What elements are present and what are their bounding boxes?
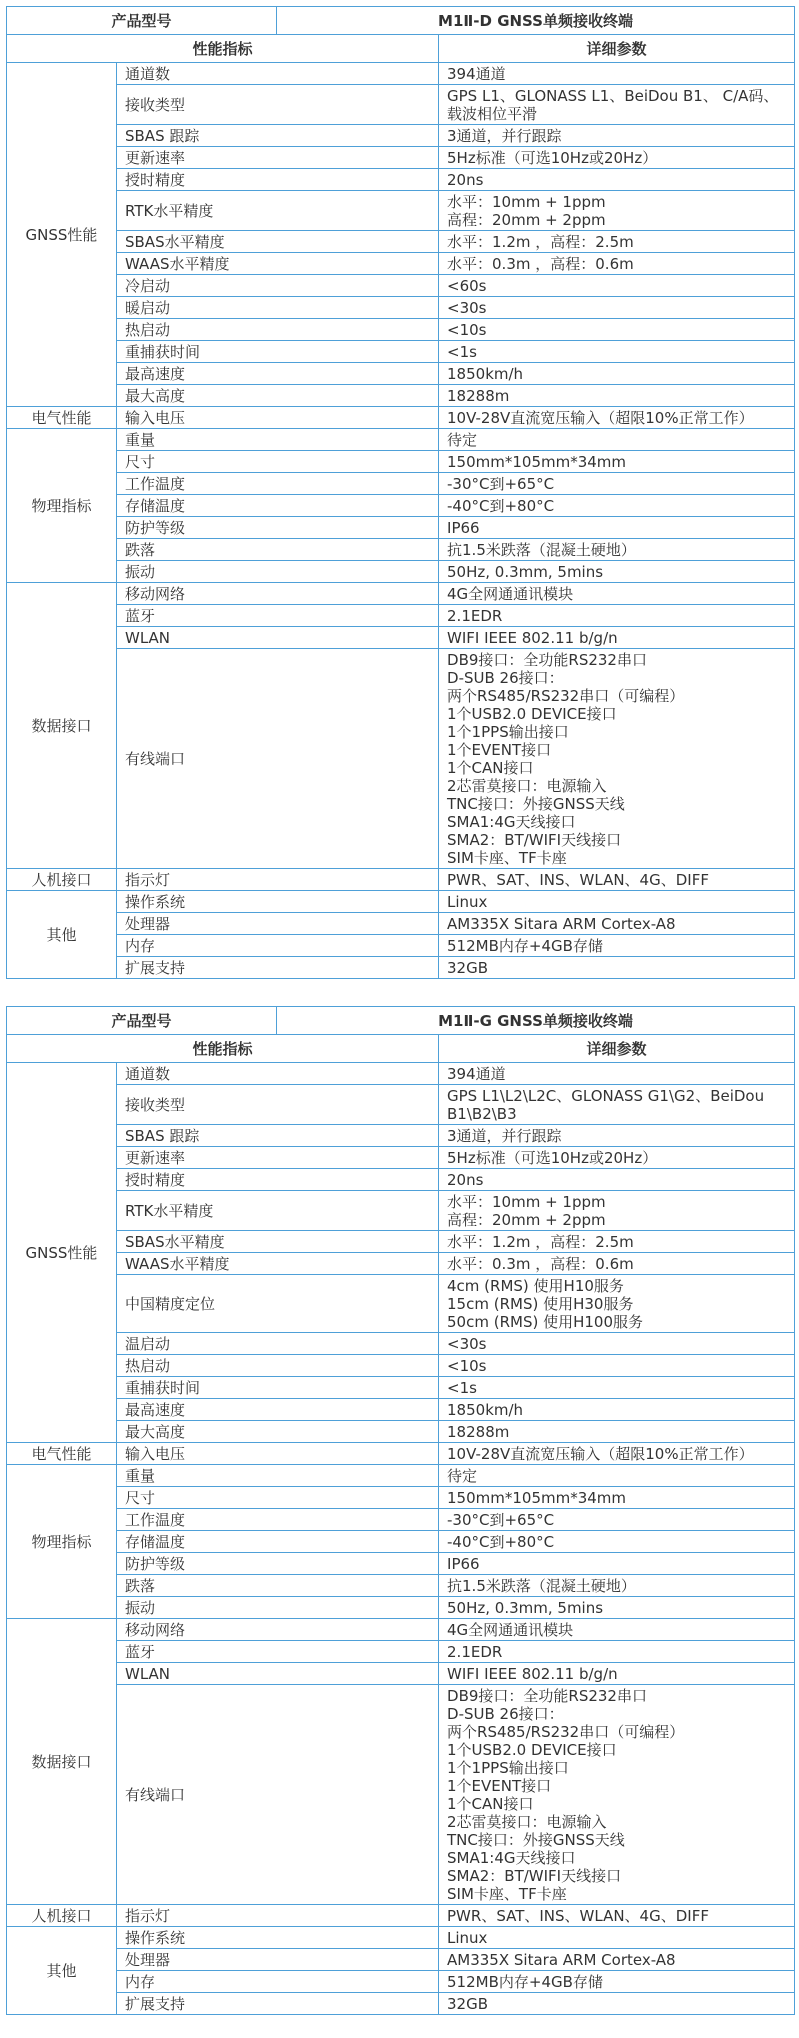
spec-item: 热启动 [117, 319, 439, 341]
table-row [7, 495, 795, 517]
table-row [7, 1169, 795, 1191]
spec-item: 中国精度定位 [117, 1275, 439, 1333]
spec-value: 5Hz标准（可选10Hz或20Hz） [439, 1147, 795, 1169]
category-cell: 其他 [7, 1927, 117, 2015]
spec-value: GPS L1\L2\L2C、GLONASS G1\G2、BeiDou B1\B2\B3 [439, 1085, 795, 1125]
spec-value: 18288m [439, 1421, 795, 1443]
spec-item: 指示灯 [117, 869, 439, 891]
spec-item: 重捕获时间 [117, 341, 439, 363]
table-row [7, 957, 795, 979]
spec-value: 32GB [439, 1993, 795, 2015]
spec-item: 重量 [117, 1465, 439, 1487]
spec-value: 150mm*105mm*34mm [439, 451, 795, 473]
spec-item: SBAS 跟踪 [117, 1125, 439, 1147]
table-row [7, 85, 795, 125]
table-row [7, 583, 795, 605]
spec-item: 蓝牙 [117, 1641, 439, 1663]
spec-item: 移动网络 [117, 1619, 439, 1641]
spec-value: 待定 [439, 429, 795, 451]
spec-table-m1ii-g [6, 1006, 795, 2015]
table-row [7, 191, 795, 231]
table-row [7, 1993, 795, 2015]
table-row [7, 891, 795, 913]
table-row [7, 1421, 795, 1443]
table-row [7, 1531, 795, 1553]
spec-item: 防护等级 [117, 1553, 439, 1575]
table-row [7, 1553, 795, 1575]
spec-value: 1850km/h [439, 363, 795, 385]
table-row [7, 1685, 795, 1905]
table-row [7, 253, 795, 275]
product-name: M1Ⅱ-G GNSS单频接收终端 [277, 1007, 795, 1035]
spec-item: 工作温度 [117, 473, 439, 495]
table-row [7, 275, 795, 297]
column-header-detail: 详细参数 [439, 1035, 795, 1063]
spec-value: <30s [439, 1333, 795, 1355]
category-cell: 电气性能 [7, 407, 117, 429]
spec-value: 水平：10mm + 1ppm 高程：20mm + 2ppm [439, 1191, 795, 1231]
spec-item: 输入电压 [117, 407, 439, 429]
spec-item: 振动 [117, 561, 439, 583]
category-cell: 物理指标 [7, 429, 117, 583]
table-row [7, 147, 795, 169]
table-row [7, 1063, 795, 1085]
table-row [7, 1597, 795, 1619]
spec-value: <1s [439, 341, 795, 363]
product-row [7, 7, 795, 35]
spec-value: 待定 [439, 1465, 795, 1487]
spec-value: 50Hz, 0.3mm, 5mins [439, 561, 795, 583]
spec-item: WLAN [117, 1663, 439, 1685]
table-row [7, 297, 795, 319]
table-row [7, 63, 795, 85]
spec-item: RTK水平精度 [117, 1191, 439, 1231]
spec-item: 最大高度 [117, 1421, 439, 1443]
spec-value: 3通道，并行跟踪 [439, 125, 795, 147]
table-row [7, 1443, 795, 1465]
table-row [7, 517, 795, 539]
table-row [7, 385, 795, 407]
table-row [7, 1231, 795, 1253]
column-header-row [7, 35, 795, 63]
spec-item: 处理器 [117, 913, 439, 935]
spec-value: 1850km/h [439, 1399, 795, 1421]
spec-value: 抗1.5米跌落（混凝土硬地） [439, 1575, 795, 1597]
table-row [7, 1509, 795, 1531]
spec-item: 跌落 [117, 1575, 439, 1597]
spec-item: 接收类型 [117, 1085, 439, 1125]
table-row [7, 231, 795, 253]
table-row [7, 363, 795, 385]
spec-value: 10V-28V直流宽压输入（超限10%正常工作） [439, 1443, 795, 1465]
table-row [7, 1125, 795, 1147]
table-row [7, 1191, 795, 1231]
spec-item: 尺寸 [117, 451, 439, 473]
spec-value: 18288m [439, 385, 795, 407]
spec-item: 内存 [117, 1971, 439, 1993]
spec-value: PWR、SAT、INS、WLAN、4G、DIFF [439, 1905, 795, 1927]
spec-item: 最大高度 [117, 385, 439, 407]
spec-item: 有线端口 [117, 649, 439, 869]
spec-item: 扩展支持 [117, 957, 439, 979]
spec-item: 通道数 [117, 1063, 439, 1085]
table-row [7, 1619, 795, 1641]
table-row [7, 1971, 795, 1993]
table-row [7, 913, 795, 935]
table-row [7, 1927, 795, 1949]
spec-item: 振动 [117, 1597, 439, 1619]
category-cell: GNSS性能 [7, 1063, 117, 1443]
spec-item: WLAN [117, 627, 439, 649]
table-row [7, 1663, 795, 1685]
table-row [7, 1333, 795, 1355]
spec-value: 抗1.5米跌落（混凝土硬地） [439, 539, 795, 561]
category-cell: 人机接口 [7, 1905, 117, 1927]
table-row [7, 1399, 795, 1421]
spec-value: -40°C到+80°C [439, 495, 795, 517]
category-cell: 电气性能 [7, 1443, 117, 1465]
spec-value: 4G全网通通讯模块 [439, 1619, 795, 1641]
spec-value: GPS L1、GLONASS L1、BeiDou B1、 C/A码、 载波相位平滑 [439, 85, 795, 125]
spec-value: Linux [439, 891, 795, 913]
spec-item: 暖启动 [117, 297, 439, 319]
spec-table-body [7, 1007, 795, 2015]
spec-table-m1ii-d [6, 6, 795, 979]
table-row [7, 1253, 795, 1275]
spec-item: 冷启动 [117, 275, 439, 297]
spec-value: <30s [439, 297, 795, 319]
spec-value: 394通道 [439, 1063, 795, 1085]
spec-item: 防护等级 [117, 517, 439, 539]
category-cell: 数据接口 [7, 1619, 117, 1905]
table-row [7, 935, 795, 957]
spec-item: 扩展支持 [117, 1993, 439, 2015]
spec-value: WIFI IEEE 802.11 b/g/n [439, 627, 795, 649]
product-label: 产品型号 [7, 7, 277, 35]
spec-item: WAAS水平精度 [117, 253, 439, 275]
category-cell: GNSS性能 [7, 63, 117, 407]
spec-item: 蓝牙 [117, 605, 439, 627]
table-row [7, 125, 795, 147]
table-row [7, 1949, 795, 1971]
spec-item: 温启动 [117, 1333, 439, 1355]
spec-item: SBAS水平精度 [117, 1231, 439, 1253]
spec-value: 50Hz, 0.3mm, 5mins [439, 1597, 795, 1619]
spec-item: 处理器 [117, 1949, 439, 1971]
spec-value: 20ns [439, 1169, 795, 1191]
spec-item: 授时精度 [117, 169, 439, 191]
spec-item: 工作温度 [117, 1509, 439, 1531]
spec-value: 4G全网通通讯模块 [439, 583, 795, 605]
table-row [7, 473, 795, 495]
spec-item: 跌落 [117, 539, 439, 561]
spec-table-body [7, 7, 795, 979]
spec-item: 有线端口 [117, 1685, 439, 1905]
spec-item: 更新速率 [117, 1147, 439, 1169]
table-row [7, 319, 795, 341]
spec-item: 移动网络 [117, 583, 439, 605]
spec-value: 32GB [439, 957, 795, 979]
table-row [7, 1905, 795, 1927]
spec-value: 水平：0.3m ，高程：0.6m [439, 1253, 795, 1275]
spec-item: 更新速率 [117, 147, 439, 169]
table-row [7, 429, 795, 451]
table-row [7, 169, 795, 191]
spec-value: 512MB内存+4GB存储 [439, 1971, 795, 1993]
table-row [7, 451, 795, 473]
spec-item: SBAS 跟踪 [117, 125, 439, 147]
product-row [7, 1007, 795, 1035]
spec-value: -30°C到+65°C [439, 473, 795, 495]
table-row [7, 539, 795, 561]
table-row [7, 341, 795, 363]
spec-value: 水平：1.2m ，高程：2.5m [439, 231, 795, 253]
column-header-row [7, 1035, 795, 1063]
spec-item: SBAS水平精度 [117, 231, 439, 253]
product-name: M1Ⅱ-D GNSS单频接收终端 [277, 7, 795, 35]
spec-value: 2.1EDR [439, 1641, 795, 1663]
product-label: 产品型号 [7, 1007, 277, 1035]
category-cell: 其他 [7, 891, 117, 979]
spec-item: 输入电压 [117, 1443, 439, 1465]
spec-item: 存储温度 [117, 495, 439, 517]
category-cell: 数据接口 [7, 583, 117, 869]
spec-value: 3通道，并行跟踪 [439, 1125, 795, 1147]
spec-item: 最高速度 [117, 363, 439, 385]
table-row [7, 407, 795, 429]
spec-value: 水平：10mm + 1ppm 高程：20mm + 2ppm [439, 191, 795, 231]
column-header-spec: 性能指标 [7, 1035, 439, 1063]
spec-value: PWR、SAT、INS、WLAN、4G、DIFF [439, 869, 795, 891]
spec-item: 热启动 [117, 1355, 439, 1377]
table-row [7, 1465, 795, 1487]
table-row [7, 869, 795, 891]
spec-value: 5Hz标准（可选10Hz或20Hz） [439, 147, 795, 169]
spec-value: -40°C到+80°C [439, 1531, 795, 1553]
spec-item: 重量 [117, 429, 439, 451]
spec-item: WAAS水平精度 [117, 1253, 439, 1275]
spec-item: 存储温度 [117, 1531, 439, 1553]
column-header-spec: 性能指标 [7, 35, 439, 63]
table-row [7, 1575, 795, 1597]
spec-item: 操作系统 [117, 1927, 439, 1949]
column-header-detail: 详细参数 [439, 35, 795, 63]
spec-item: 接收类型 [117, 85, 439, 125]
spec-value: Linux [439, 1927, 795, 1949]
spec-item: 重捕获时间 [117, 1377, 439, 1399]
table-row [7, 1275, 795, 1333]
spec-value: 2.1EDR [439, 605, 795, 627]
spec-value: AM335X Sitara ARM Cortex-A8 [439, 1949, 795, 1971]
spec-value: 水平：1.2m ，高程：2.5m [439, 1231, 795, 1253]
spec-value: DB9接口：全功能RS232串口 D-SUB 26接口： 两个RS485/RS232串口（可编程） 1个USB2.0 DEVICE接口 1个1PPS输出接口 1个EVENT接口 1个CAN接口 2芯雷莫接口：电源输入 TNC接口：外接GNSS天线 SMA1:4G天线接口 SMA2：BT/WIFI天线接口 SIM卡座、TF卡座 [439, 649, 795, 869]
category-cell: 人机接口 [7, 869, 117, 891]
spec-value: <60s [439, 275, 795, 297]
spec-value: AM335X Sitara ARM Cortex-A8 [439, 913, 795, 935]
spec-value: IP66 [439, 517, 795, 539]
spec-value: 10V-28V直流宽压输入（超限10%正常工作） [439, 407, 795, 429]
table-row [7, 1487, 795, 1509]
spec-value: -30°C到+65°C [439, 1509, 795, 1531]
table-row [7, 1147, 795, 1169]
table-row [7, 649, 795, 869]
spec-item: 尺寸 [117, 1487, 439, 1509]
table-row [7, 605, 795, 627]
spec-value: 4cm (RMS) 使用H10服务 15cm (RMS) 使用H30服务 50cm (RMS) 使用H100服务 [439, 1275, 795, 1333]
spec-item: 操作系统 [117, 891, 439, 913]
table-row [7, 561, 795, 583]
spec-value: 水平：0.3m ，高程：0.6m [439, 253, 795, 275]
table-row [7, 1085, 795, 1125]
spec-value: <10s [439, 319, 795, 341]
spec-item: 最高速度 [117, 1399, 439, 1421]
table-row [7, 627, 795, 649]
spec-value: IP66 [439, 1553, 795, 1575]
table-row [7, 1377, 795, 1399]
spec-item: RTK水平精度 [117, 191, 439, 231]
spec-value: <10s [439, 1355, 795, 1377]
spec-value: DB9接口：全功能RS232串口 D-SUB 26接口： 两个RS485/RS232串口（可编程） 1个USB2.0 DEVICE接口 1个1PPS输出接口 1个EVENT接口 1个CAN接口 2芯雷莫接口：电源输入 TNC接口：外接GNSS天线 SMA1:4G天线接口 SMA2：BT/WIFI天线接口 SIM卡座、TF卡座 [439, 1685, 795, 1905]
table-row [7, 1355, 795, 1377]
spec-value: <1s [439, 1377, 795, 1399]
spec-value: 512MB内存+4GB存储 [439, 935, 795, 957]
spec-value: 150mm*105mm*34mm [439, 1487, 795, 1509]
spec-value: 394通道 [439, 63, 795, 85]
spec-item: 内存 [117, 935, 439, 957]
table-row [7, 1641, 795, 1663]
category-cell: 物理指标 [7, 1465, 117, 1619]
spec-value: 20ns [439, 169, 795, 191]
spec-item: 指示灯 [117, 1905, 439, 1927]
spec-item: 通道数 [117, 63, 439, 85]
spec-item: 授时精度 [117, 1169, 439, 1191]
spec-value: WIFI IEEE 802.11 b/g/n [439, 1663, 795, 1685]
